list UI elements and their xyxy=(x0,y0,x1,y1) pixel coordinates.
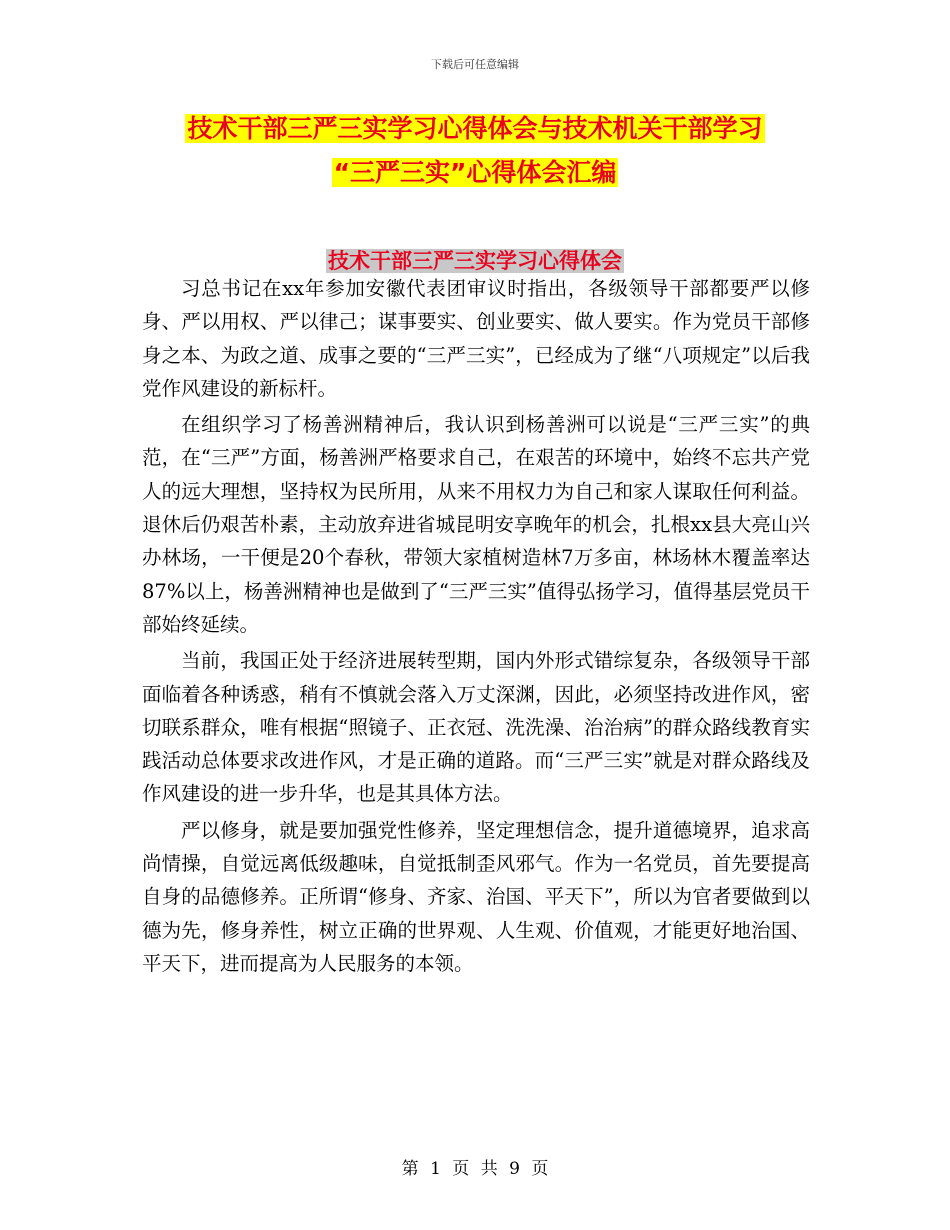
paragraph-2: 在组织学习了杨善洲精神后，我认识到杨善洲可以说是“三严三实”的典范，在“三严”方面，杨善洲严格要求自己，在艰苦的环境中，始终不忘共产党人的远大理想，坚持权为民所用，从来不用权力为自己和家人谋取任何利益。退休后仍艰苦朴素，主动放弃进省城昆明安享晚年的机会，扎根xx县大亮山兴办林场，一干便是20个春秋，带领大家植树造林7万多亩，林场林木覆盖率达87%以上，杨善洲精神也是做到了“三严三实”值得弘扬学习，值得基层党员干部始终延续。 xyxy=(142,413,810,636)
document-title-line-2-text: “三严三实”心得体会汇编 xyxy=(333,158,617,187)
paragraph-4: 严以修身，就是要加强党性修养，坚定理想信念，提升道德境界，追求高尚情操，自觉远离低级趣味，自觉抵制歪风邪气。作为一名党员，首先要提高自身的品德修养。正所谓“修身、齐家、治国、平天下”，所以为官者要做到以德为先，修身养性，树立正确的世界观、人生观、价值观，才能更好地治国、平天下，进而提高为人民服务的本领。 xyxy=(142,818,810,975)
paragraph-1: 习总书记在xx年参加安徽代表团审议时指出，各级领导干部都要严以修身、严以用权、严以律己；谋事要实、创业要实、做人要实。作为党员干部修身之本、为政之道、成事之要的“三严三实”，已经成为了继“八项规定”以后我党作风建设的新标杆。 xyxy=(142,277,810,400)
body-text xyxy=(142,272,810,983)
document-title-line-1 xyxy=(0,112,950,146)
header-note: 下载后可任意编辑 xyxy=(431,58,519,71)
document-title-line-2 xyxy=(0,156,950,190)
document-title-line-1-text: 技术干部三严三实学习心得体会与技术机关干部学习 xyxy=(187,114,763,143)
paragraph-3: 当前，我国正处于经济进展转型期，国内外形式错综复杂，各级领导干部面临着各种诱惑，稍有不慎就会落入万丈深渊，因此，必须坚持改进作风，密切联系群众，唯有根据“照镜子、正衣冠、洗洗澡、治治病”的群众路线教育实践活动总体要求改进作风，才是正确的道路。而“三严三实”就是对群众路线及作风建设的进一步升华，也是其具体方法。 xyxy=(142,649,810,806)
page-footer: 第 1 页 共 9 页 xyxy=(401,1159,549,1179)
section-title-text: 技术干部三严三实学习心得体会 xyxy=(328,249,622,273)
